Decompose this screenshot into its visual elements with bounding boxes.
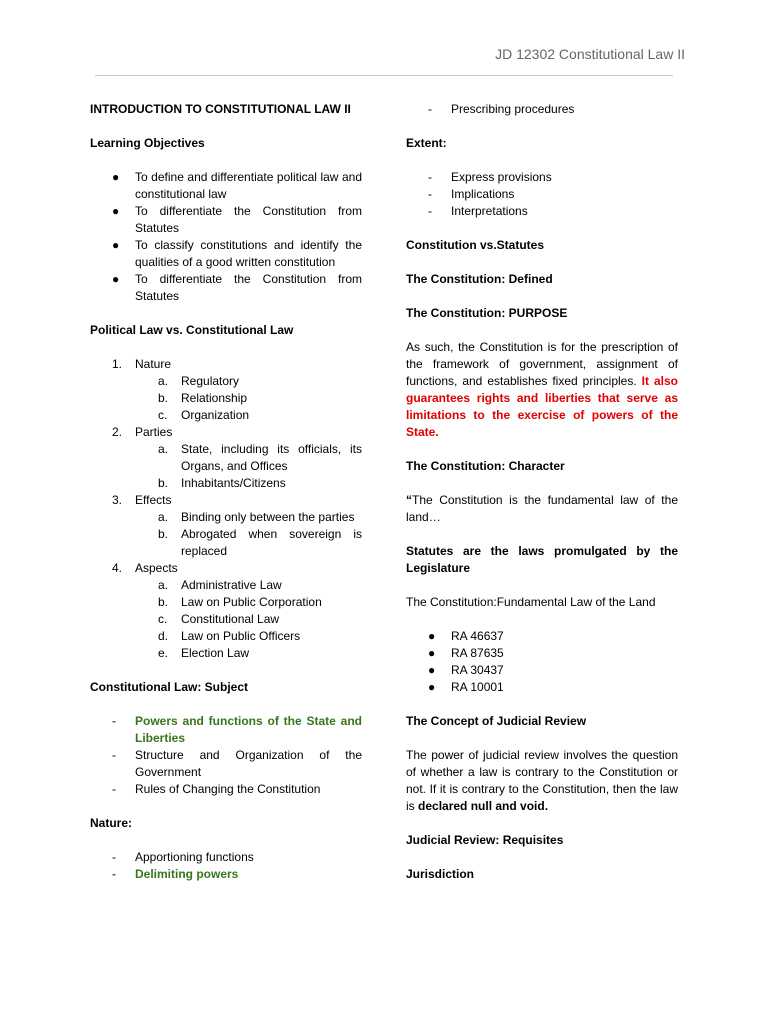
defined-heading: The Constitution: Defined bbox=[406, 272, 553, 286]
extent-list bbox=[406, 169, 678, 220]
jurisdiction-heading: Jurisdiction bbox=[406, 867, 475, 881]
sub-item: b. Inhabitants/Citizens bbox=[158, 476, 286, 490]
sub-item: b. Law on Public Corporation bbox=[158, 595, 322, 609]
list-item: - Structure and Organization of the Government bbox=[112, 748, 362, 779]
political-heading: Political Law vs. Constitutional Law bbox=[90, 323, 294, 337]
character-heading: The Constitution: Character bbox=[406, 459, 565, 473]
bullet-icon: ● bbox=[112, 238, 120, 252]
right-column bbox=[406, 101, 678, 883]
sub-item: a. Binding only between the parties bbox=[158, 510, 355, 524]
sub-item: d. Law on Public Officers bbox=[158, 629, 301, 643]
subject-list bbox=[90, 713, 362, 798]
political-list bbox=[90, 356, 362, 662]
purpose-paragraph: As such, the Constitution is for the prescription of the framework of government, assignment of functions, and establishes fixed principles. It also guarantees rights and liberties that serve as limitations to the exercise of powers of the State. bbox=[406, 340, 678, 439]
nature-continued-list bbox=[406, 101, 678, 118]
sub-item: a. Administrative Law bbox=[158, 578, 282, 592]
bullet-icon: ● bbox=[428, 629, 436, 643]
nature-list bbox=[90, 849, 362, 883]
objectives-heading: Learning Objectives bbox=[90, 136, 205, 150]
purpose-heading: The Constitution: PURPOSE bbox=[406, 306, 568, 320]
statutes-statement: Statutes are the laws promulgated by the Legislature bbox=[406, 544, 678, 575]
list-item: 2. Parties bbox=[112, 425, 173, 439]
list-item: ● RA 46637 bbox=[428, 629, 504, 643]
objectives-list bbox=[90, 169, 362, 305]
character-paragraph: “The Constitution is the fundamental law of the land… bbox=[406, 493, 678, 524]
list-item: ● RA 30437 bbox=[428, 663, 504, 677]
list-item: 3. Effects bbox=[112, 493, 172, 507]
list-item: - Rules of Changing the Constitution bbox=[112, 782, 321, 796]
left-column bbox=[90, 101, 362, 883]
list-item: ● RA 10001 bbox=[428, 680, 504, 694]
purpose-highlight: It also guarantees rights and liberties that serve as limitations to the exercise of powers of the State. bbox=[406, 374, 678, 439]
list-item: - Powers and functions of the State and Liberties bbox=[112, 714, 362, 745]
fundamental-law-line: The Constitution:Fundamental Law of the Land bbox=[406, 595, 656, 609]
bullet-icon: ● bbox=[112, 272, 120, 286]
subject-heading: Constitutional Law: Subject bbox=[90, 680, 248, 694]
sub-item: a. Regulatory bbox=[158, 374, 240, 388]
document-header: JD 12302 Constitutional Law II bbox=[495, 46, 685, 62]
bullet-icon: ● bbox=[428, 680, 436, 694]
extent-heading: Extent: bbox=[406, 136, 447, 150]
sub-item: c. Constitutional Law bbox=[158, 612, 280, 626]
list-item: - Express provisions bbox=[428, 170, 552, 184]
list-item: ● To classify constitutions and identify the qualities of a good written constitution bbox=[112, 238, 362, 269]
bullet-icon: ● bbox=[112, 204, 120, 218]
list-item: ● RA 87635 bbox=[428, 646, 504, 660]
list-item: 4. Aspects bbox=[112, 561, 178, 575]
list-item: - Delimiting powers bbox=[112, 867, 239, 881]
header-divider bbox=[95, 75, 673, 76]
list-item: 1. Nature bbox=[112, 357, 172, 371]
bullet-icon: ● bbox=[428, 663, 436, 677]
judicial-review-paragraph: The power of judicial review involves the question of whether a law is contrary to the Constitution or not. If it is contrary to the Constitution, then the law is declared null and void. bbox=[406, 748, 678, 813]
sub-item: a. State, including its officials, its Organs, and Offices bbox=[158, 442, 362, 473]
sub-item: b. Abrogated when sovereign is replaced bbox=[158, 527, 362, 558]
list-item: - Implications bbox=[428, 187, 515, 201]
requisites-heading: Judicial Review: Requisites bbox=[406, 833, 564, 847]
ra-list bbox=[406, 628, 678, 696]
list-item: ● To differentiate the Constitution from Statutes bbox=[112, 204, 362, 235]
sub-item: e. Election Law bbox=[158, 646, 250, 660]
vs-statutes-heading: Constitution vs.Statutes bbox=[406, 238, 545, 252]
bullet-icon: ● bbox=[112, 170, 120, 184]
list-item: - Apportioning functions bbox=[112, 850, 254, 864]
bullet-icon: ● bbox=[428, 646, 436, 660]
sub-item: b. Relationship bbox=[158, 391, 248, 405]
list-item: - Prescribing procedures bbox=[428, 102, 575, 116]
list-item: ● To define and differentiate political law and constitutional law bbox=[112, 170, 362, 201]
document-title: INTRODUCTION TO CONSTITUTIONAL LAW II bbox=[90, 102, 351, 116]
judicial-review-heading: The Concept of Judicial Review bbox=[406, 714, 587, 728]
list-item: ● To differentiate the Constitution from Statutes bbox=[112, 272, 362, 303]
sub-item: c. Organization bbox=[158, 408, 250, 422]
nature-heading: Nature: bbox=[90, 816, 133, 830]
list-item: - Interpretations bbox=[428, 204, 528, 218]
